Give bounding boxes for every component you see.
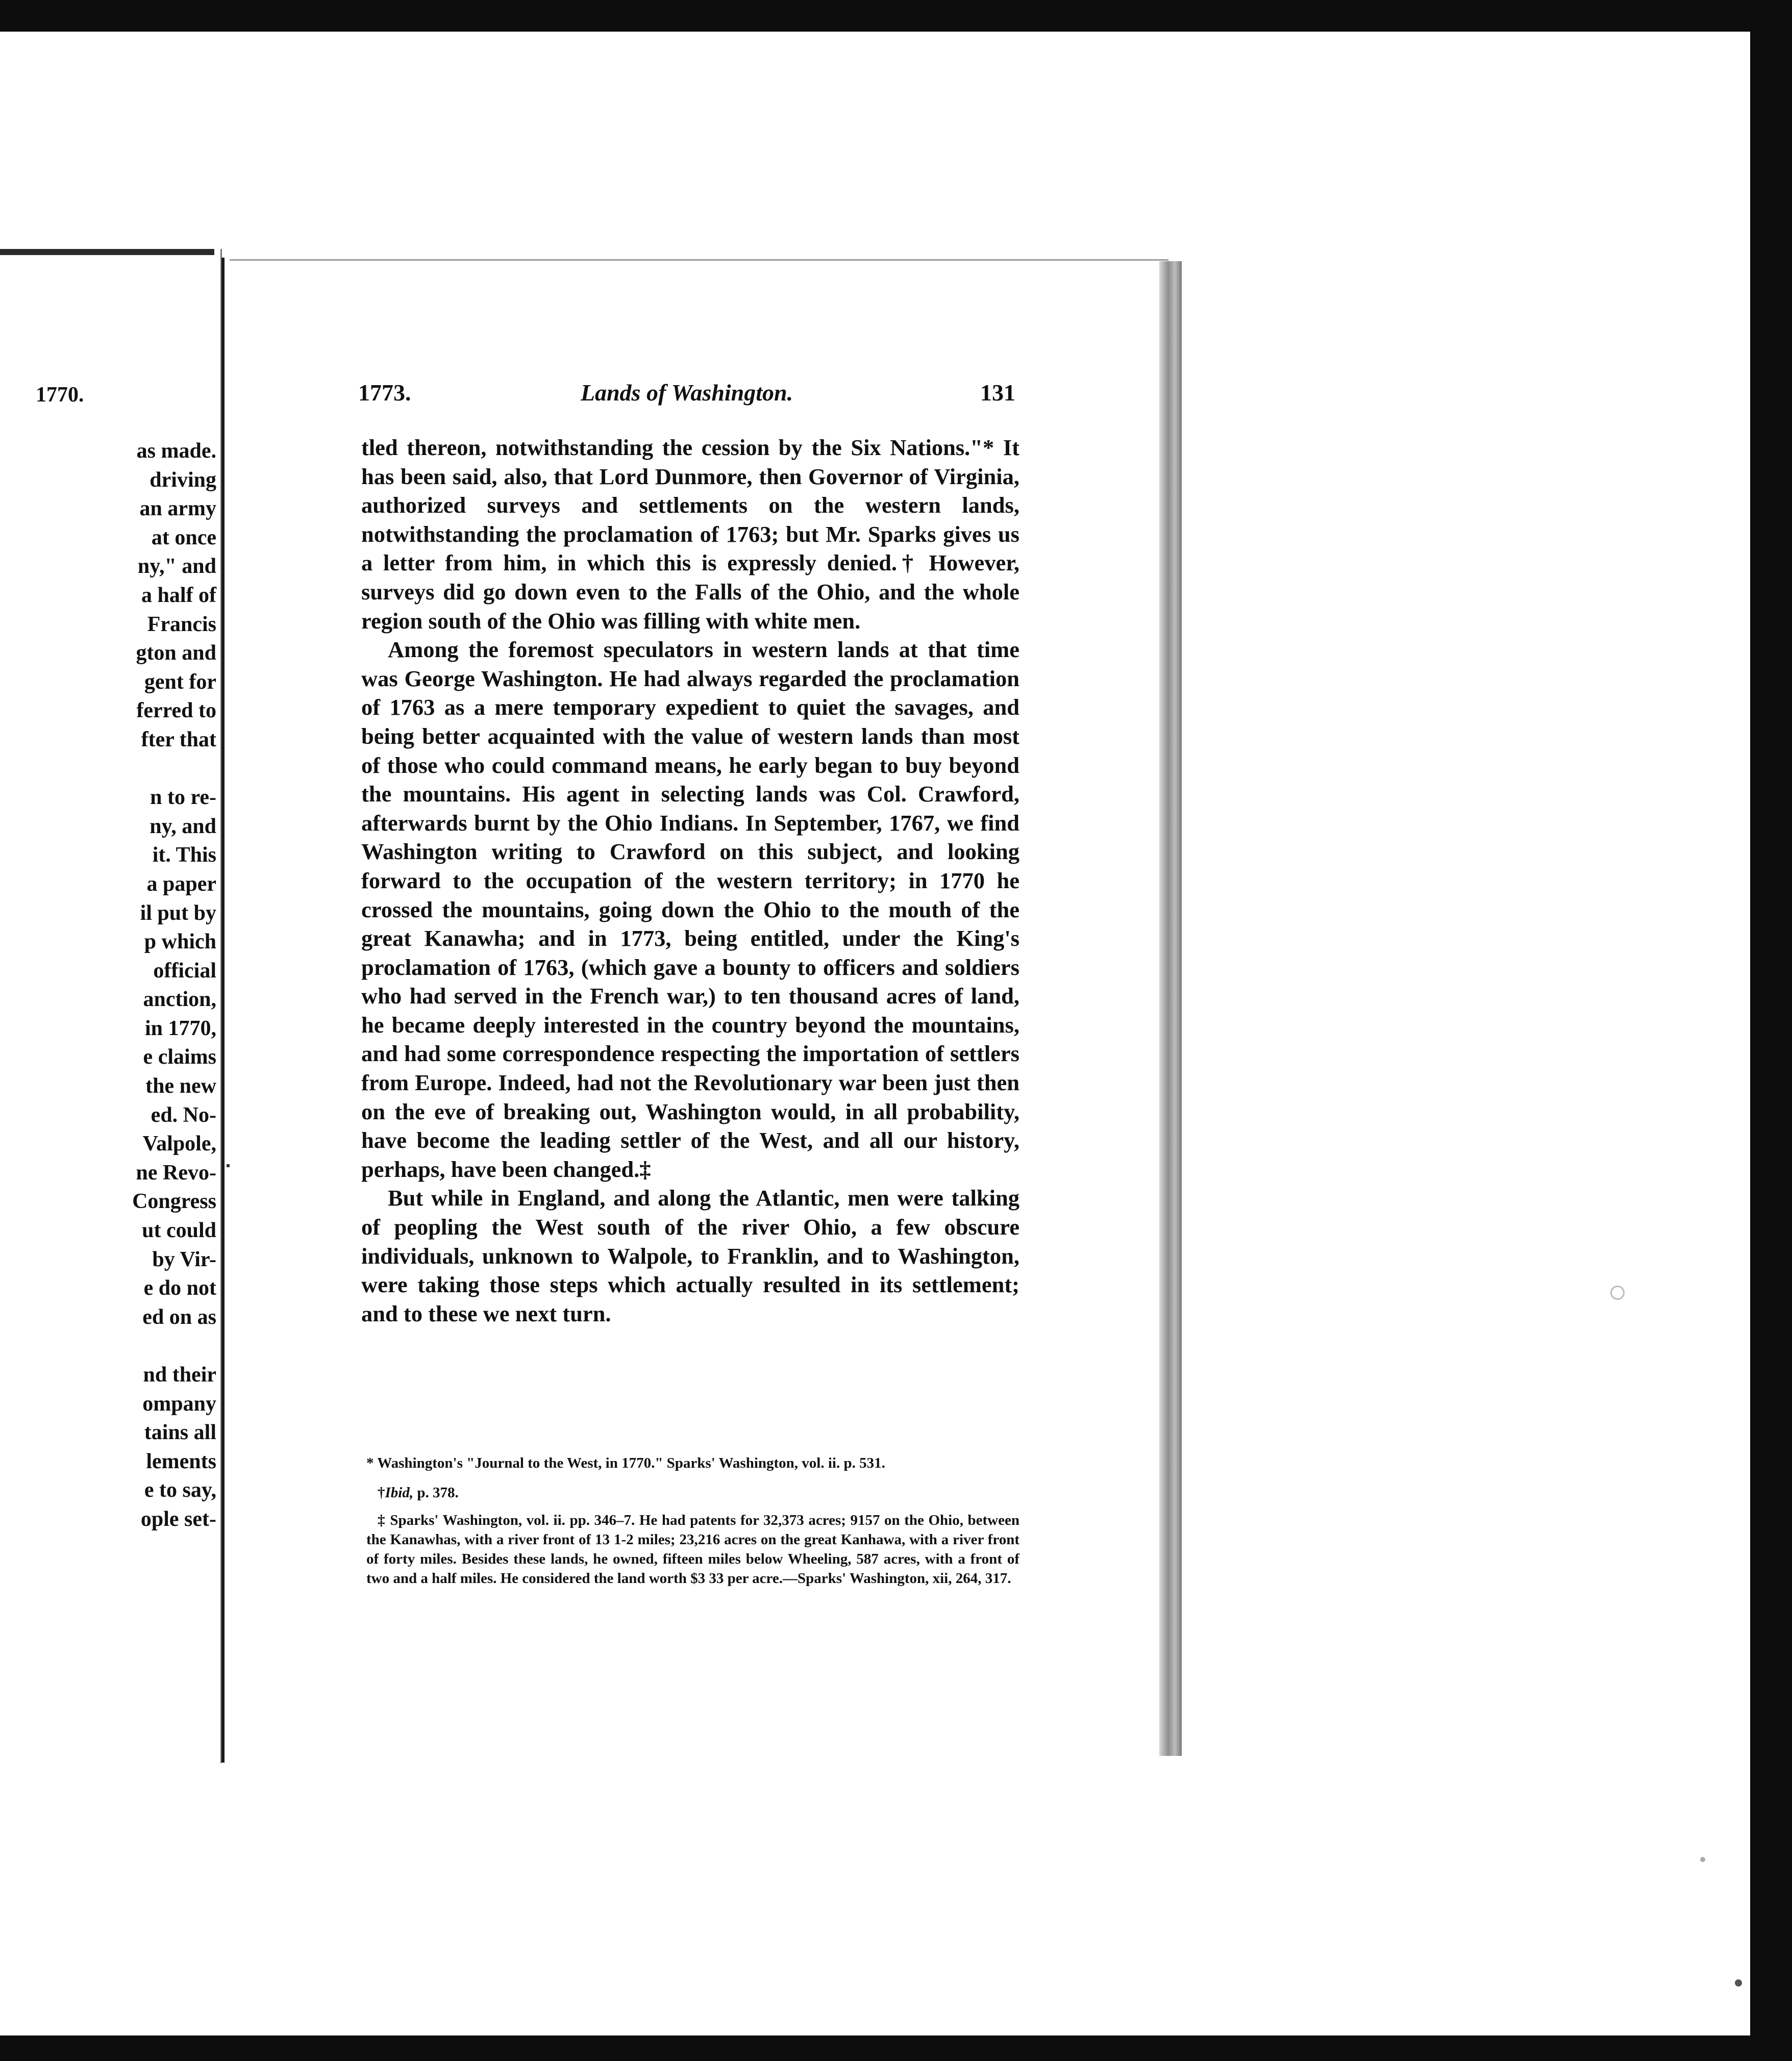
footnote-3: ‡ Sparks' Washington, vol. ii. pp. 346–7. He had patents for 32,373 acres; 9157 on the Ohio, between the Kanawhas, with a river front of 13 1-2 miles; 23,216 acres on the great Kanhawa, with a river front of forty miles. Besides these lands, he owned, fifteen miles below Wheeling, 587 acres, with a front of two and a half miles. He considered the land worth $3 33 per acre.—Sparks' Washington, xii, 264, 317.: [366, 1512, 1019, 1587]
left-page-year: 1770.: [36, 383, 84, 407]
main-page: [230, 259, 1168, 1758]
left-page-line: an army: [139, 497, 216, 521]
left-page-line: official: [153, 959, 216, 983]
left-page-line: ople set-: [140, 1507, 216, 1531]
left-page-line: ny," and: [137, 555, 216, 579]
footnote-1: * Washington's "Journal to the West, in 1770." Sparks' Washington, vol. ii. p. 531.: [366, 1455, 885, 1471]
paragraph-3: But while in England, and along the Atlantic, men were talking of peopling the West south of the river Ohio, a few obscure individuals, unknown to Walpole, to Franklin, and to Washington, were taking those steps which actually resulted in its settlement; and to these we next turn.: [361, 1185, 1019, 1326]
scan-right-edge: [1750, 0, 1792, 2061]
left-page-line: gent for: [144, 670, 216, 694]
left-page-line: e do not: [143, 1276, 216, 1300]
left-page-line: driving: [150, 468, 216, 492]
left-page-line: gton and: [136, 641, 216, 665]
scan-speck: [1610, 1286, 1625, 1300]
page-stack-edge: [1159, 261, 1182, 1756]
left-page-line: fter that: [141, 727, 216, 751]
header-year: 1773.: [358, 380, 411, 406]
footnote-2-mark: †: [378, 1485, 385, 1501]
left-page-fragment: [0, 249, 222, 1763]
left-page-line: e claims: [143, 1045, 216, 1069]
running-head: [358, 379, 1015, 410]
left-page-line: lements: [146, 1449, 216, 1473]
left-page-line: it. This: [152, 843, 216, 867]
left-page-line: ny, and: [150, 814, 216, 838]
scan-top-edge: [0, 0, 1792, 32]
footnotes: [366, 1453, 1019, 1596]
book-gutter: [221, 258, 225, 1763]
left-page-line: as made.: [136, 439, 216, 463]
left-page-line: a half of: [141, 583, 216, 607]
left-page-line: tains all: [144, 1421, 216, 1445]
scan-bottom-edge: [0, 2035, 1792, 2061]
left-page-line: e to say,: [144, 1478, 216, 1502]
left-page-line: nd their: [143, 1363, 216, 1387]
scan-speck: [1700, 1857, 1705, 1862]
footnote-2: [366, 1483, 1019, 1502]
left-page-line: ed. No-: [151, 1103, 216, 1127]
left-page-line: Valpole,: [142, 1132, 216, 1156]
left-page-line: ne Revo-: [136, 1161, 216, 1185]
left-page-line: ompany: [142, 1392, 216, 1416]
left-page-top-rule: [0, 249, 214, 255]
left-page-line: a paper: [146, 872, 216, 896]
paragraph-1: tled thereon, notwithstanding the cession by the Six Nations."* It has been said, also, that Lord Dunmore, then Governor of Virginia, authorized surveys and settlements on the western lands, notwithstanding the proclamation of 1763; but Mr. Sparks gives us a letter from him, in which this is expressly denied.† However, surveys did go down even to the Falls of the Ohio, and the whole region south of the Ohio was filling with white men.: [361, 435, 1019, 634]
paragraph-2: Among the foremost speculators in western lands at that time was George Washington. He had always regarded the proclamation of 1763 as a mere temporary expedient to quiet the savages, and being better acquainted with the value of western lands than most of those who could command means, he early began to buy beyond the mountains. His agent in selecting lands was Col. Crawford, afterwards burnt by the Ohio Indians. In September, 1767, we find Washington writing to Crawford on this subject, and looking forward to the occupation of the western territory; in 1770 he crossed the mountains, going down the Ohio to the mouth of the great Kanawha; and in 1773, being entitled, under the King's proclamation of 1763, (which gave a bounty to officers and soldiers who had served in the French war,) to ten thousand acres of land, he became deeply interested in the country beyond the mountains, and had some correspondence respecting the importation of settlers from Europe. Indeed, had not the Revolutionary war been just then on the eve of breaking out, Washington would, in all probability, have become the leading settler of the West, and all our history, perhaps, have been changed.‡: [361, 637, 1019, 1182]
left-page-line: Francis: [147, 612, 216, 636]
left-page-line: il put by: [140, 901, 216, 925]
left-page-line: anction,: [143, 988, 216, 1012]
left-page-line: ut could: [142, 1219, 216, 1243]
left-page-line: ed on as: [142, 1305, 216, 1329]
scan-speck: [1735, 1979, 1742, 1987]
left-page-line: ferred to: [136, 699, 216, 723]
left-page-line: at once: [151, 525, 216, 549]
footnote-2-rest: p. 378.: [413, 1485, 459, 1501]
header-title: Lands of Washington.: [580, 380, 793, 406]
left-page-line: p which: [144, 930, 216, 954]
left-page-line: by Vir-: [152, 1247, 216, 1271]
body-text: [361, 433, 1019, 1328]
page-number: 131: [980, 380, 1015, 406]
left-page-line: the new: [145, 1074, 216, 1098]
footnote-2-ibid: Ibid,: [385, 1485, 414, 1501]
left-page-text-lines: [132, 437, 216, 1534]
left-page-line: Congress: [132, 1190, 216, 1214]
left-page-line: [132, 755, 216, 784]
left-page-line: in 1770,: [144, 1016, 216, 1040]
left-page-line: [132, 1331, 216, 1361]
left-page-line: n to re-: [150, 786, 216, 810]
